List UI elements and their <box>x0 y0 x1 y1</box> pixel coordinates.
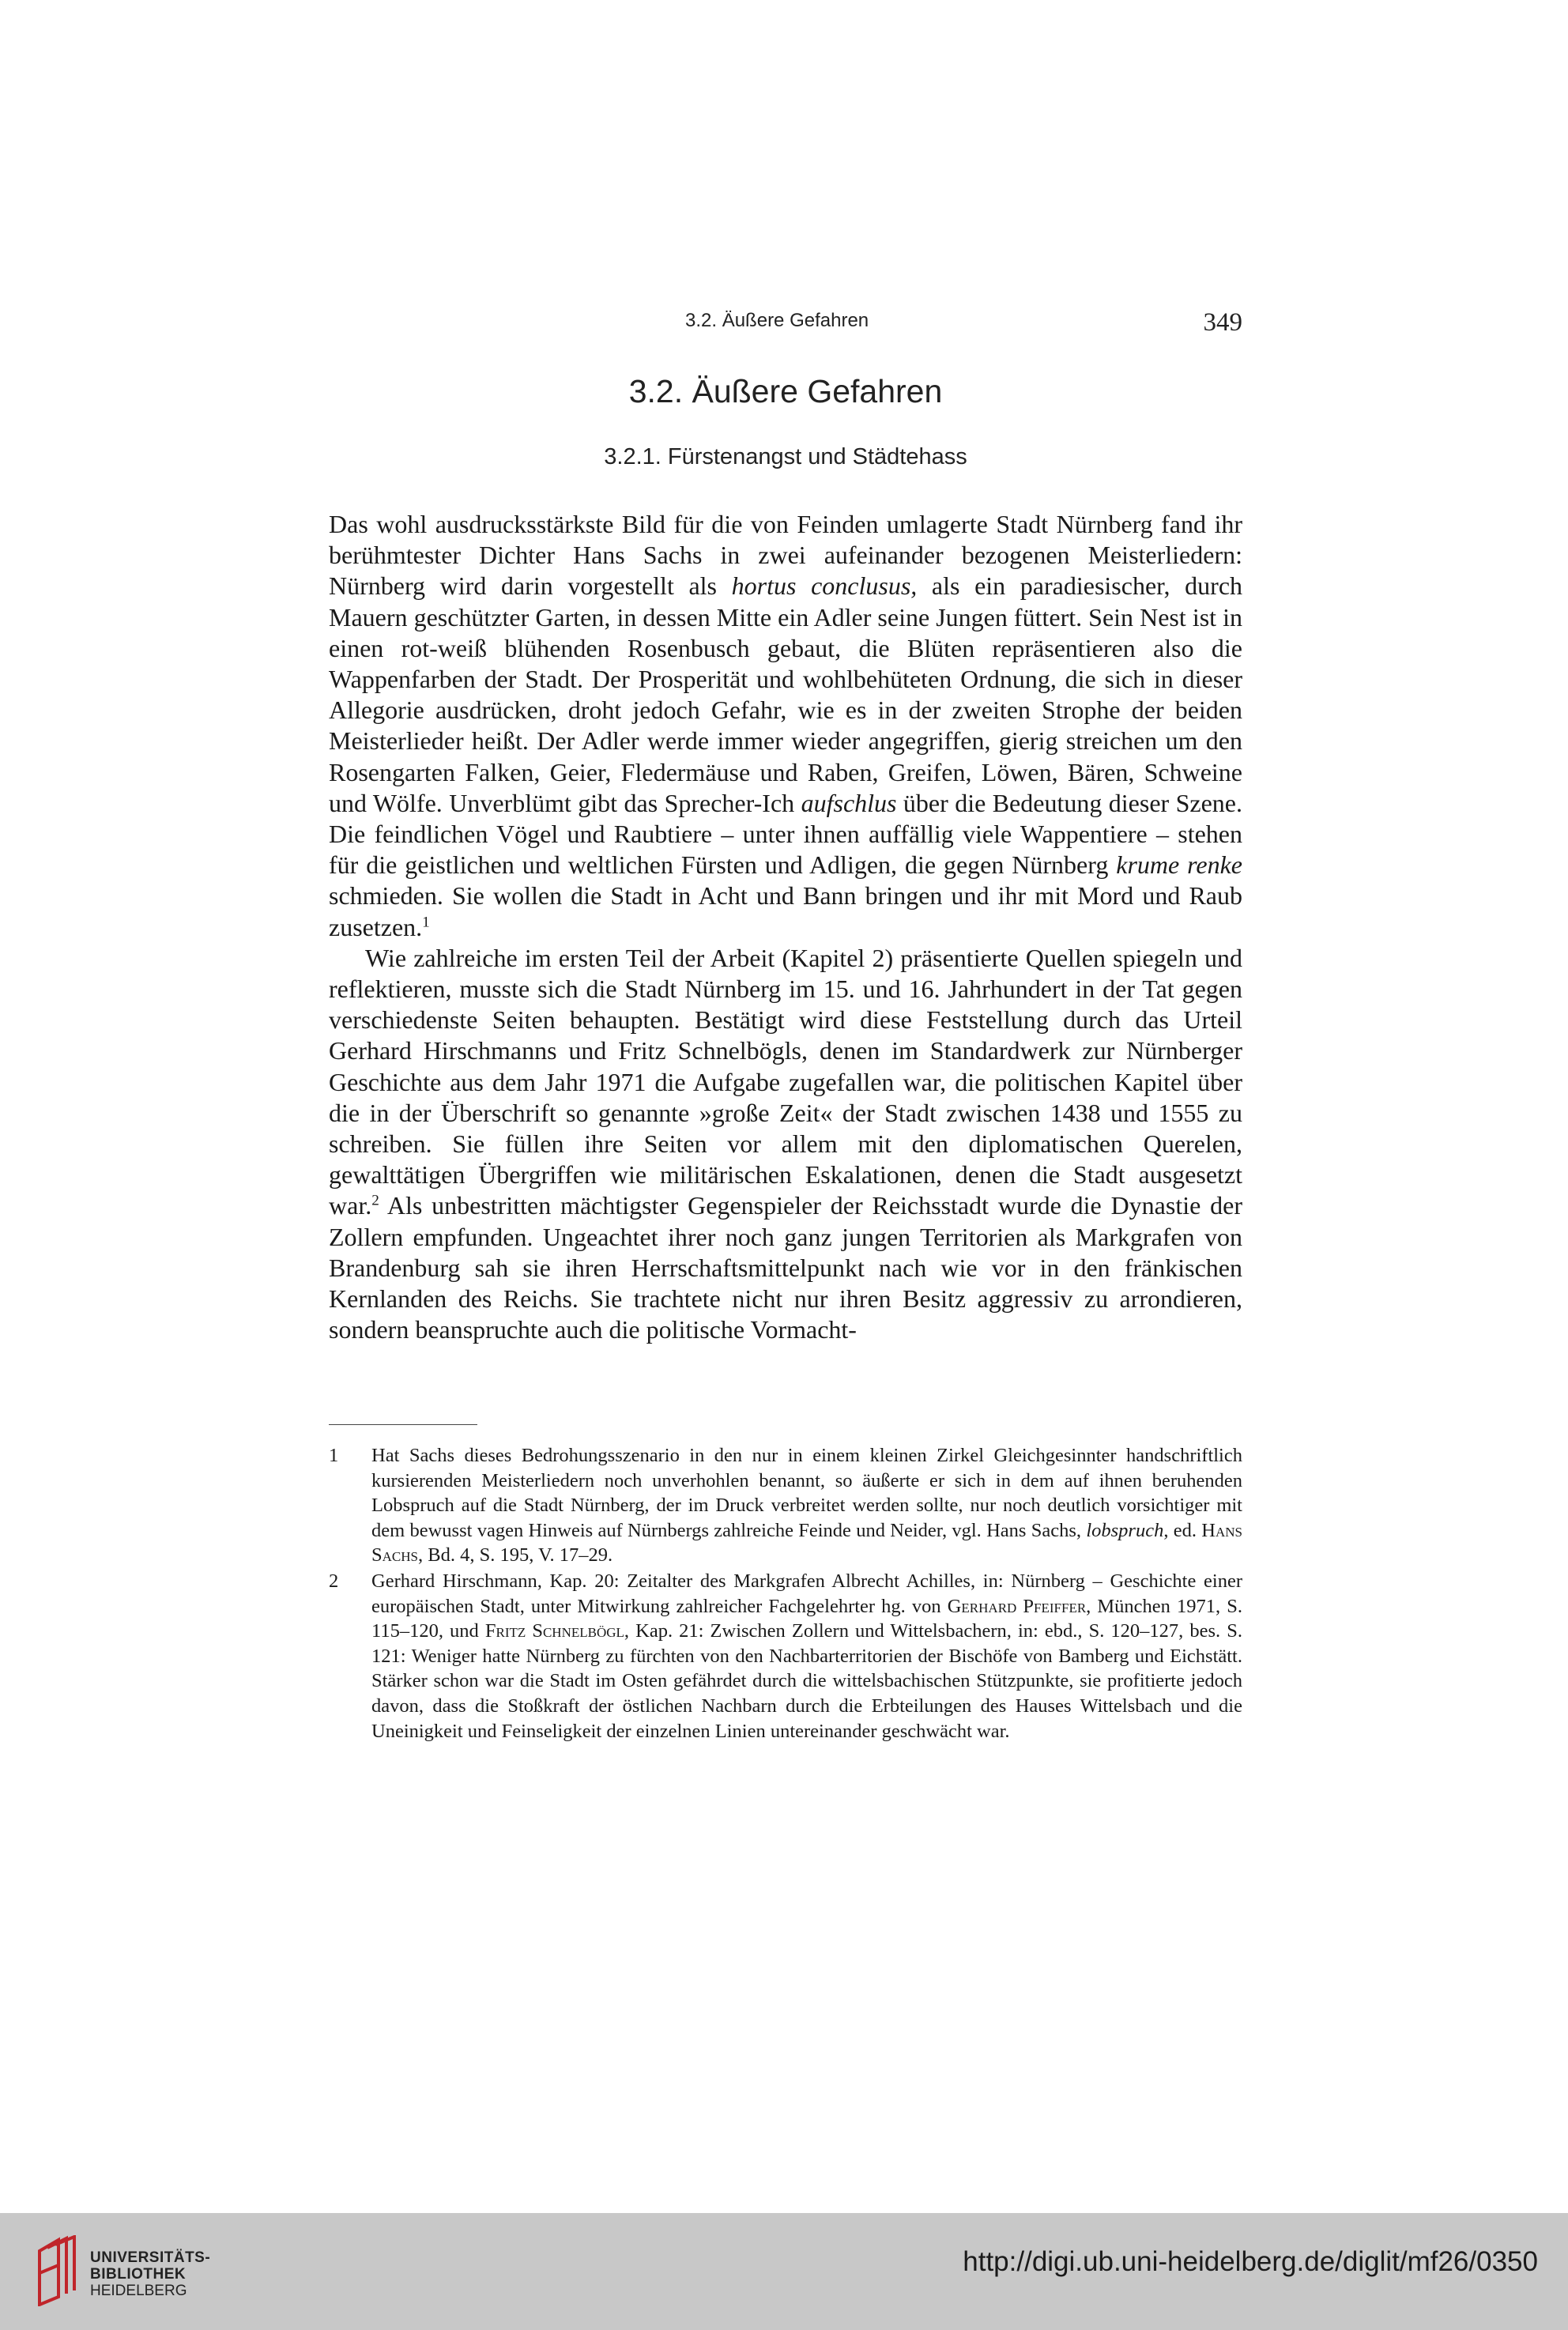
footnote-number: 2 <box>329 1570 339 1592</box>
footnote-ref-1[interactable]: 1 <box>422 913 430 930</box>
quoted-term: krume renke <box>1116 850 1243 880</box>
body-text <box>329 509 1242 1345</box>
section-heading: 3.2.1. Fürstenangst und Städtehass <box>604 444 967 469</box>
footnote-1: 1 Hat Sachs dieses Bedrohungsszenario in den nur in einem kleinen Zirkel Gleichgesinnter handschriftlich kursierenden Meisterliedern noch unverhohlen benannt, so äußerte er sich in dem auf ihnen beruhenden Lobspruch auf die Stadt Nürnberg, der im Druck verbreitet werden sollte, nur noch deutlich vorsichtiger mit dem bewusst vagen Hinweis auf Nürnbergs zahlreiche Feinde und Neider, vgl. Hans Sachs, lobspruch, ed. Hans Sachs, Bd. 4, S. 195, V. 17–29. <box>329 1445 1242 1567</box>
footnote-separator <box>329 1424 477 1425</box>
library-logo-icon[interactable] <box>35 2235 87 2306</box>
latin-term: hortus conclusus, <box>731 571 918 601</box>
chapter-heading: 3.2. Äußere Gefahren <box>628 373 943 409</box>
footnote-2: 2 Gerhard Hirschmann, Kap. 20: Zeitalter des Markgrafen Albrecht Achilles, in: Nürnberg – Geschichte einer europäischen Stadt, unter Mitwirkung zahlreicher Fachgelehrter hg. von Gerhard Pfeiffer, München 1971, S. 115–120, und Fritz Schnelbögl, Kap. 21: Zwischen Zollern und Wittelsbachern, in: ebd., S. 120–127, bes. S. 121: Weniger hatte Nürnberg zu fürchten von den Nachbarterritorien der Bischöfe von Bamberg und Eichstätt. Stärker schon war die Stadt im Osten gefährdet durch die wittelsbachischen Stützpunkte, sie profitierte jedoch davon, dass die Stoßkraft der östlichen Nachbarn durch die Erbteilungen des Hauses Wittelsbach und die Uneinigkeit und Feinseligkeit der einzelnen Linien untereinander geschwächt war. <box>329 1570 1242 1742</box>
footnotes <box>329 1443 1242 1744</box>
library-name: UNIVERSITÄTS- BIBLIOTHEK HEIDELBERG <box>90 2249 211 2299</box>
page-number: 349 <box>1203 308 1242 337</box>
paragraph-2: Wie zahlreiche im ersten Teil der Arbeit (Kapitel 2) präsentierte Quellen spiegeln und reflektieren, musste sich die Stadt Nürnberg im 15. und 16. Jahrhundert in der Tat gegen verschiedenste Seiten behaupten. Bestätigt wird diese Feststellung durch das Urteil Gerhard Hirschmanns und Fritz Schnelbögls, denen im Standardwerk zur Nürnberger Geschichte aus dem Jahr 1971 die Aufgabe zugefallen war, die politischen Kapitel über die in der Überschrift so genannte »große Zeit« der Stadt zwischen 1438 und 1555 zu schreiben. Sie füllen ihre Seiten vor allem mit den diplomatischen Querelen, gewalttätigen Übergriffen wie militärischen Eskalationen, denen die Stadt ausgesetzt war.$^2$ Als unbestritten mächtigster Gegenspieler der Reichsstadt wurde die Dynastie der Zollern empfunden. Ungeachtet ihrer noch ganz jungen Territorien als Markgrafen von Brandenburg sah sie ihren Herrschaftsmittelpunkt nach wie vor in den fränkischen Kernlanden des Reichs. Sie trachtete nicht nur ihren Besitz aggressiv zu arrondieren, sondern beanspruchte auch die politische Vormacht- <box>329 943 1242 1344</box>
digitization-footer <box>0 2213 1568 2330</box>
paragraph-1: Das wohl ausdrucksstärkste Bild für die von Feinden umlagerte Stadt Nürnberg fand ihr berühmtester Dichter Hans Sachs in zwei aufeinander bezogenen Meisterliedern: Nürnberg wird darin vorgestellt als hortus conclusus, als ein paradiesischer, durch Mauern geschützter Garten, in dessen Mitte ein Adler seine Jungen füttert. Sein Nest ist in einen rot-weiß blühenden Rosenbusch gebaut, die Blüten repräsentieren also die Wappenfarben der Stadt. Der Prosperität und wohlbehüteten Ordnung, die sich in dieser Allegorie ausdrücken, droht jedoch Gefahr, wie es in der zweiten Strophe der beiden Meisterlieder heißt. Der Adler werde immer wieder angegriffen, gierig streichen um den Rosengarten Falken, Geier, Fledermäuse und Raben, Greifen, Löwen, Bären, Schweine und Wölfe. Unverblümt gibt das Sprecher-Ich aufschlus über die Bedeutung dieser Szene. Die feindlichen Vögel und Raubtiere – unter ihnen auffällig viele Wappentiere – stehen für die geistlichen und weltlichen Fürsten und Adligen, die gegen Nürnberg krume renke schmieden. Sie wollen die Stadt in Acht und Bann bringen und ihr mit Mord und Raub zusetzen.$^1$ <box>329 510 1243 941</box>
footnote-number: 1 <box>329 1445 339 1466</box>
running-head <box>329 308 1242 337</box>
quoted-term: aufschlus <box>801 788 897 817</box>
footnote-ref-2[interactable]: 2 <box>371 1192 379 1209</box>
digital-copy-link[interactable]: http://digi.ub.uni-heidelberg.de/diglit/mf26/0350 <box>963 2246 1538 2277</box>
running-title: 3.2. Äußere Gefahren <box>685 310 869 331</box>
